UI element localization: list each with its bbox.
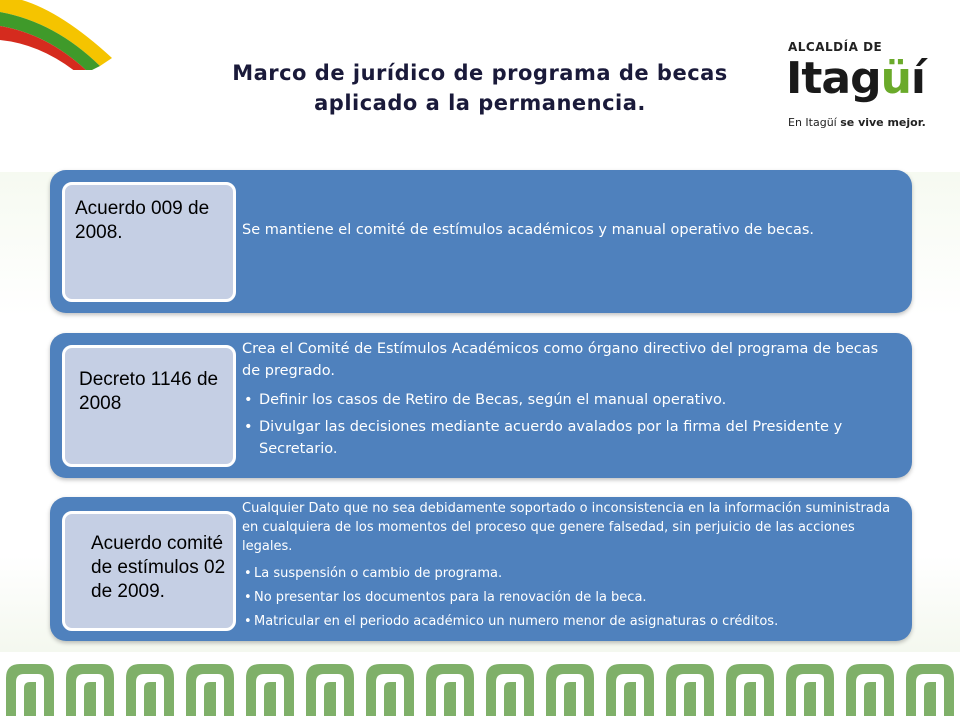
block-bullet-list <box>242 389 882 460</box>
block-label-box <box>62 511 236 631</box>
block-bullet: • La suspensión o cambio de programa. <box>242 564 896 583</box>
block-label: Decreto 1146 de 2008 <box>79 369 219 414</box>
block-decreto-1146 <box>50 333 912 478</box>
logo-tagline <box>788 116 926 129</box>
block-content <box>242 499 896 631</box>
logo-brand-u: ü <box>880 53 911 104</box>
block-bullet-list <box>242 564 896 631</box>
logo-tagline-bold: se vive mejor. <box>840 116 926 129</box>
title-line-1: Marco de jurídico de programa de becas <box>232 61 728 85</box>
block-bullet: • Matricular en el periodo académico un numero menor de asignaturas o créditos. <box>242 612 896 631</box>
block-label: Acuerdo comité de estímulos 02 de 2009. <box>91 533 226 602</box>
bottom-pattern <box>0 658 960 720</box>
block-label: Acuerdo 009 de 2008. <box>75 198 210 243</box>
block-content <box>242 338 882 460</box>
logo-tagline-prefix: En Itagüí <box>788 116 841 129</box>
logo-brand-suffix: í <box>910 53 926 104</box>
itagui-logo <box>780 40 945 135</box>
block-label-box <box>62 182 236 302</box>
flag-decoration <box>0 0 120 70</box>
block-acuerdo-comite-02 <box>50 497 912 641</box>
page-title <box>150 58 810 118</box>
block-text: Cualquier Dato que no sea debidamente soportado o inconsistencia en la información suministrada en cualquiera de los momentos del proceso que genere falsedad, sin perjuicio de las acciones legales. <box>242 501 891 554</box>
logo-line-1: ALCALDÍA DE <box>788 40 883 54</box>
block-text: Crea el Comité de Estímulos Académicos como órgano directivo del programa de becas de pregrado. <box>242 341 879 379</box>
block-bullet: • Divulgar las decisiones mediante acuerdo avalados por la firma del Presidente y Secretario. <box>242 416 882 460</box>
block-bullet: • Definir los casos de Retiro de Becas, según el manual operativo. <box>242 389 882 411</box>
block-acuerdo-009 <box>50 170 912 313</box>
title-line-2: aplicado a la permanencia. <box>314 91 646 115</box>
block-content <box>242 219 882 242</box>
logo-brand-prefix: Itag <box>786 53 881 104</box>
block-text: Se mantiene el comité de estímulos académicos y manual operativo de becas. <box>242 222 814 238</box>
block-label-box <box>62 345 236 467</box>
logo-brand <box>786 54 925 104</box>
block-bullet: • No presentar los documentos para la renovación de la beca. <box>242 588 896 607</box>
